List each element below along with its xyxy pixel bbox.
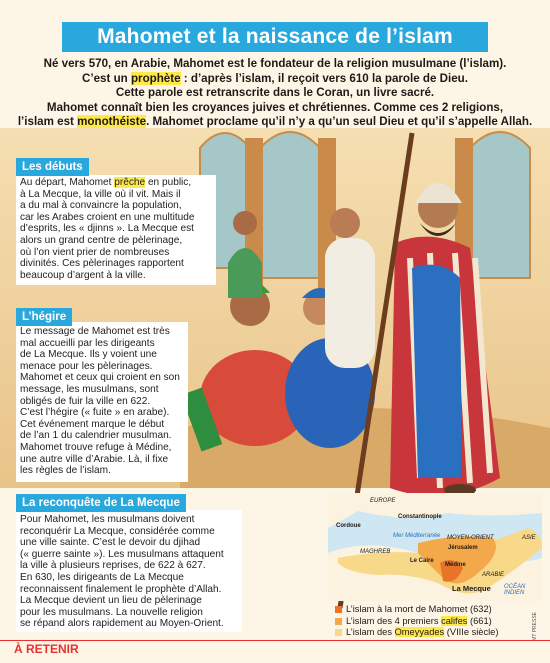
footer-label: À RETENIR — [14, 642, 79, 656]
text-line: divinités. Ces pèlerinages rapportent — [20, 258, 184, 270]
footer-bar — [0, 640, 550, 658]
text-line: Mahomet trouve refuge à Médine, — [20, 441, 172, 453]
map-label: ARABIE — [482, 572, 505, 578]
text-line: se répand alors rapidement au Moyen-Orient. — [20, 618, 224, 630]
text-line: reconnaissent finalement le prophète d’Allah. — [20, 583, 222, 595]
glossary-term: monothéiste — [77, 115, 147, 129]
intro-text: : d’après l’islam, il reçoit vers 610 la parole de Dieu. — [180, 71, 468, 85]
text-line: Cet événement marque le début — [20, 418, 165, 430]
section-heading: L’hégire — [16, 308, 72, 326]
map-label: Le Caire — [410, 558, 434, 564]
section-text-hegire — [20, 326, 180, 477]
text-line: (« guerre sainte »). Les musulmans attaquent — [20, 548, 224, 560]
map-label: EUROPE — [370, 498, 396, 504]
intro-line — [8, 115, 542, 130]
text-line: Au départ, Mahomet prêche en public, — [20, 177, 192, 188]
legend-swatch — [335, 629, 342, 636]
legend-item — [335, 627, 498, 639]
map-label: Constantinople — [398, 514, 442, 520]
text-line: Pour Mahomet, les musulmans doivent — [20, 514, 195, 525]
intro-line: Mahomet connaît bien les croyances juives et chrétiennes. Comme ces 2 religions, — [46, 100, 504, 114]
text-line: une autre ville d’Arabie. Là, il fixe — [20, 453, 169, 465]
map-legend — [335, 604, 498, 639]
map-label: La Mecque — [452, 584, 491, 593]
glossary-term: califes — [441, 615, 468, 626]
map-label: Jérusalem — [448, 545, 478, 551]
map-label: MOYEN-ORIENT — [447, 535, 494, 541]
legend-label: L’islam des Omeyyades (VIIIe siècle) — [346, 627, 499, 637]
map-label: OCÉAN INDIEN — [504, 584, 526, 596]
text-line: la ville à plusieurs reprises, de 622 à 627. — [20, 560, 206, 572]
glossary-term: prêche — [114, 177, 146, 188]
text-line: d’esprits, les « djinns ». La Mecque est — [20, 223, 194, 235]
text-line: car les Arabes croient en une multitude — [20, 211, 195, 223]
text-line: où l’on vient prier de nombreuses — [20, 246, 170, 258]
page-title-text: Mahomet et la naissance de l’islam — [97, 25, 453, 48]
text-line: message, les musulmans, sont — [20, 383, 159, 395]
footer-background — [0, 640, 550, 658]
text-line: reconquérir La Mecque, considérée comme — [20, 525, 215, 537]
text-line: pour les musulmans. La nouvelle religion — [20, 606, 203, 618]
map-label: MAGHREB — [360, 549, 391, 555]
map-label: Médine — [445, 562, 466, 568]
map-label: Cordoue — [336, 523, 361, 529]
text-line: alors un grand centre de pèlerinage, — [20, 234, 183, 246]
text-line: à La Mecque, la ville où il vit. Mais il — [20, 188, 181, 200]
map-label: Mer Méditerranée — [393, 533, 441, 539]
text-line: Mahomet et ceux qui croient en son — [20, 372, 180, 384]
text-line: En 630, les dirigeants de La Mecque — [20, 571, 184, 583]
text-line: les règles de l’islam. — [20, 465, 111, 477]
text-line: C’est l’hégire (« fuite » en arabe). — [20, 407, 170, 419]
text-line: a du mal à convaincre la population, — [20, 200, 182, 212]
text-line: de La Mecque. Ils y voient une — [20, 349, 157, 361]
legend-swatch — [335, 618, 342, 625]
intro-line: Né vers 570, en Arabie, Mahomet est le fondateur de la religion musulmane (l’islam). — [43, 57, 507, 70]
text-line: de l’an 1 du calendrier musulman. — [20, 430, 172, 442]
text-line: obligés de fuir la ville en 622. — [20, 395, 151, 407]
legend-swatch — [335, 606, 342, 613]
intro-paragraph — [8, 57, 542, 130]
page-title — [62, 22, 488, 52]
section-text-reconquete — [20, 514, 224, 630]
intro-line: Cette parole est retranscrite dans le Coran, un livre sacré. — [115, 86, 435, 100]
legend-item — [335, 604, 498, 616]
section-heading: Les débuts — [16, 158, 89, 176]
legend-label: L’islam à la mort de Mahomet (632) — [346, 604, 492, 614]
glossary-term: prophète — [130, 71, 181, 85]
glossary-term: Omeyyades — [394, 627, 445, 637]
intro-text: l’islam est — [17, 115, 78, 129]
legend-item — [335, 616, 498, 628]
credit: MT PRESSE — [532, 612, 538, 641]
section-heading: La reconquête de La Mecque — [16, 494, 186, 512]
intro-line — [8, 72, 542, 87]
text-line: une ville sainte. C’est le devoir du djihad — [20, 537, 201, 549]
text-line: menace pour les pèlerinages. — [20, 360, 153, 372]
text-line: beaucoup d’argent à la ville. — [20, 269, 146, 281]
text-line: Le message de Mahomet est très — [20, 326, 170, 337]
intro-text: C’est un — [82, 71, 131, 85]
legend-label: L’islam des 4 premiers califes (661) — [346, 615, 492, 626]
text-line: La Mecque devient un lieu de pèlerinage — [20, 595, 202, 607]
text-line: mal accueilli par les dirigeants — [20, 337, 155, 349]
map-label: ASIE — [522, 535, 536, 541]
section-text-debuts — [20, 177, 195, 281]
intro-text: . Mahomet proclame qu’il n’y a qu’un seul Dieu et qu’il s’appelle Allah. — [146, 115, 533, 129]
